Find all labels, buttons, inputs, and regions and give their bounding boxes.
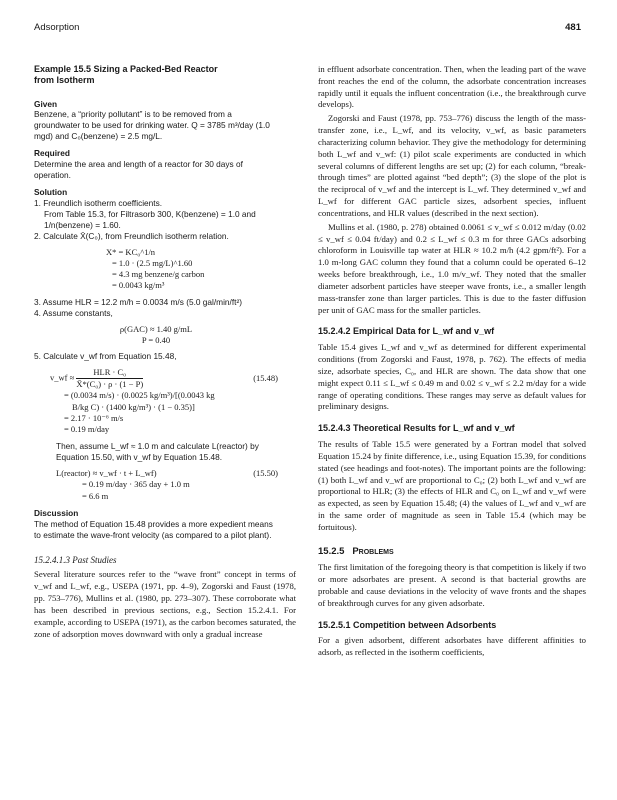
solution-steps-3	[34, 351, 278, 362]
eq-l-main	[56, 468, 278, 479]
eq-v-main	[50, 367, 278, 390]
step-1-detail: From Table 15.3, for Filtrasorb 300, K(benzene) = 1.0 and 1/n(benzene) = 1.60.	[44, 208, 256, 230]
eq-x-line4: = 0.0043 kg/m³	[112, 280, 165, 291]
step-4: 4. Assume constants,	[34, 307, 113, 318]
paragraph-6: The first limitation of the foregoing theory is that competition is likely if two or more adsorbates are present. A second is that bacterial growths are probable and cause deviations in the velocity of wave fronts and the shapes of breakthrough curves for any given adsorbate.	[318, 562, 586, 608]
discussion-text: The method of Equation 15.48 provides a more expedient means to estimate the wave-front velocity (as compared to a pilot plant).	[34, 518, 273, 540]
eq-l-line1: L(reactor) ≈ v_wf · t + L_wf)	[56, 468, 157, 479]
running-header-title: Adsorption	[34, 22, 80, 33]
paragraph-5: The results of Table 15.5 were generated by a Fortran model that solved Equation 15.24 by finite difference, i.e., using Equation 15.39, for conditions stated (see headings and foot-notes). The important points are the following: (1) both L_wf and v_wf are proportional to C₀; (2) both L_wf and v_wf are proportional to HLR; (3) the effects of HLR and C₀ on L_wf and v_wf were as expected, as seen by Equation 15.48; (4) the values of L_wf and v_wf are in the same order of magnitude as seen in Table 15.4 (which may be fortuitous).	[318, 439, 586, 532]
eq-v-tag: (15.48)	[253, 372, 278, 383]
paragraph-7: For a given adsorbent, different adsorbates have different affinities to adsorb, as reflected in the isotherm coefficients,	[318, 635, 586, 658]
section-heading-empirical: 15.2.4.2 Empirical Data for L_wf and v_wf	[318, 326, 495, 337]
eq-v-line4: = 2.17 · 10⁻⁶ m/s	[64, 412, 124, 423]
section-number-problems: 15.2.5	[318, 545, 345, 557]
reactor-length-equation	[34, 468, 278, 502]
past-studies-heading: 15.2.4.1.3 Past Studies	[34, 554, 117, 565]
step-2: 2. Calculate X̄(C₀), from Freundlich isotherm relation.	[34, 230, 229, 241]
eq-x-line3: = 4.3 mg benzene/g carbon	[112, 269, 205, 280]
eq-x-line2: = 1.0 · (2.5 mg/L)^1.60	[112, 257, 193, 268]
right-column	[318, 64, 586, 661]
left-column	[34, 64, 296, 642]
past-studies-text: Several literature sources refer to the “wave front” concept in terms of v_wf and L_wf, e.g., USEPA (1971, pp. 4–9), Zogorski and Faust (1978, pp. 753–776), Mullins et al. (1980, pp. 273–307). These corroborate what has been described in previous sections, e.g., Section 15.2.4.1. For example, according to USEPA (1971), as the carbon becomes saturated, the zone of adsorption moves downward with only a gradual increase	[34, 569, 296, 639]
paragraph-3: Mullins et al. (1980, p. 278) obtained 0.0061 ≤ v_wf ≤ 0.012 m/day (0.02 ≤ v_wf ≤ 0.04 ft/day) and 0.2 ≤ L_wf ≤ 0.3 m for three GACs adsorbing chloroform in Louisville tap water at HLR ≈ 10.2 m/h (4.2 gpm/ft²). For a 1.0 m-long GAC column they found that a column could be operated 6–12 weeks before breakthrough, i.e., 1.0 m/v_wf. They noted that the smaller diameter adsorbent particles have steeper wave fronts, i.e., a smaller length mass-transfer zone than larger particles. This is due to the faster diffusion per unit of GAC mass for the smaller particles.	[318, 221, 586, 315]
eq-l-line2: = 0.19 m/day · 365 day + 1.0 m	[82, 479, 190, 490]
solution-steps-2	[34, 297, 278, 319]
eq-v-line2: = (0.0034 m/s) · (0.0025 kg/m³)/[(0.0043 kg	[64, 390, 215, 401]
example-box	[34, 64, 278, 541]
eq-v-lhs: v_wf ≈	[50, 372, 75, 383]
step-3: 3. Assume HLR = 12.2 m/h = 0.0034 m/s (5.0 gal/min/ft²)	[34, 296, 242, 307]
constant-porosity: P = 0.40	[141, 334, 171, 345]
section-heading-theoretical: 15.2.4.3 Theoretical Results for L_wf and v_wf	[318, 423, 515, 434]
eq-l-tag: (15.50)	[253, 468, 278, 479]
example-title-line1: Example 15.5 Sizing a Packed-Bed Reactor	[34, 64, 218, 74]
step-5: 5. Calculate v_wf from Equation 15.48,	[34, 350, 177, 361]
eq-v-numerator: HLR · C₀	[76, 367, 143, 379]
paragraph-2: Zogorski and Faust (1978, pp. 753–776) discuss the length of the mass-transfer zone, i.e., L_wf, and its velocity, v_wf, as basic parameters characterizing column behavior. They give the methodology for determining both L_wf and v_wf: (1) pilot scale experiments are conducted in which several columns of different lengths are set up; (2) for each column, “break-through times” are plotted against “bed depth”; (3) the slope of the plot is the reciprocal of v_wf and the intercept is L_wf. They determined v_wf and L_wf for different GAC particle sizes, adsorbent species, influent concentrations, and HLR values (described in the next section).	[318, 113, 586, 218]
required-text: Determine the area and length of a reactor for 30 days of operation.	[34, 159, 243, 181]
section-heading-problems	[318, 546, 586, 559]
solution-heading: Solution	[34, 187, 68, 198]
given-text: Benzene, a “priority pollutant” is to be removed from a groundwater to be used for drinking water. Q = 3785 m³/day (1.0 mgd) and C₀(benzene) = 2.5 mg/L.	[34, 109, 270, 142]
constants-block	[34, 324, 278, 346]
required-heading: Required	[34, 148, 70, 159]
wavefront-velocity-equation	[34, 367, 278, 435]
eq-v-denominator: X̄*(C₀) · ρ · (1 − P)	[76, 379, 144, 390]
section-heading-competition: 15.2.5.1 Competition between Adsorbents	[318, 619, 497, 630]
paragraph-1: in effluent adsorbate concentration. Then, when the leading part of the wave front reaches the end of the column, the adsorbate concentration increases rapidly until it equals the influent concentration (i.e., the breakthrough curve develops).	[318, 64, 586, 110]
eq-v-line5: = 0.19 m/day	[64, 423, 110, 434]
isotherm-equation	[34, 247, 278, 292]
paragraph-4: Table 15.4 gives L_wf and v_wf as determined for different experimental conditions (from Zogorski and Faust, 1978, p. 762). The effects of media size, adsorbate species, C₀, and HLR are shown. The data show that one might expect 0.11 ≤ L_wf ≤ 0.49 m and 0.02 ≤ v_wf ≤ 2.2 m/day for a wide range of operating conditions. These ranges may serve as default values for preliminary designs.	[318, 342, 586, 412]
then-text: Then, assume L_wf ≈ 1.0 m and calculate L(reactor) by Equation 15.50, with v_wf by Equation 15.48.	[56, 441, 259, 463]
step-1: 1. Freundlich isotherm coefficients.	[34, 198, 163, 208]
solution-steps	[34, 198, 278, 242]
constant-density: ρ(GAC) ≈ 1.40 g/mL	[119, 323, 193, 334]
page-number: 481	[565, 22, 581, 33]
section-title-problems: Problems	[352, 545, 394, 557]
given-heading: Given	[34, 98, 58, 109]
eq-x-line1: X* = KC₀^1/n	[106, 246, 156, 257]
eq-v-fraction	[76, 367, 143, 390]
discussion-heading: Discussion	[34, 507, 79, 518]
eq-v-line3: B/kg C) · (1400 kg/m³) · (1 − 0.35)]	[72, 401, 195, 412]
eq-l-line3: = 6.6 m	[82, 490, 109, 501]
example-title-line2: from Isotherm	[34, 75, 95, 86]
example-title	[34, 64, 278, 87]
